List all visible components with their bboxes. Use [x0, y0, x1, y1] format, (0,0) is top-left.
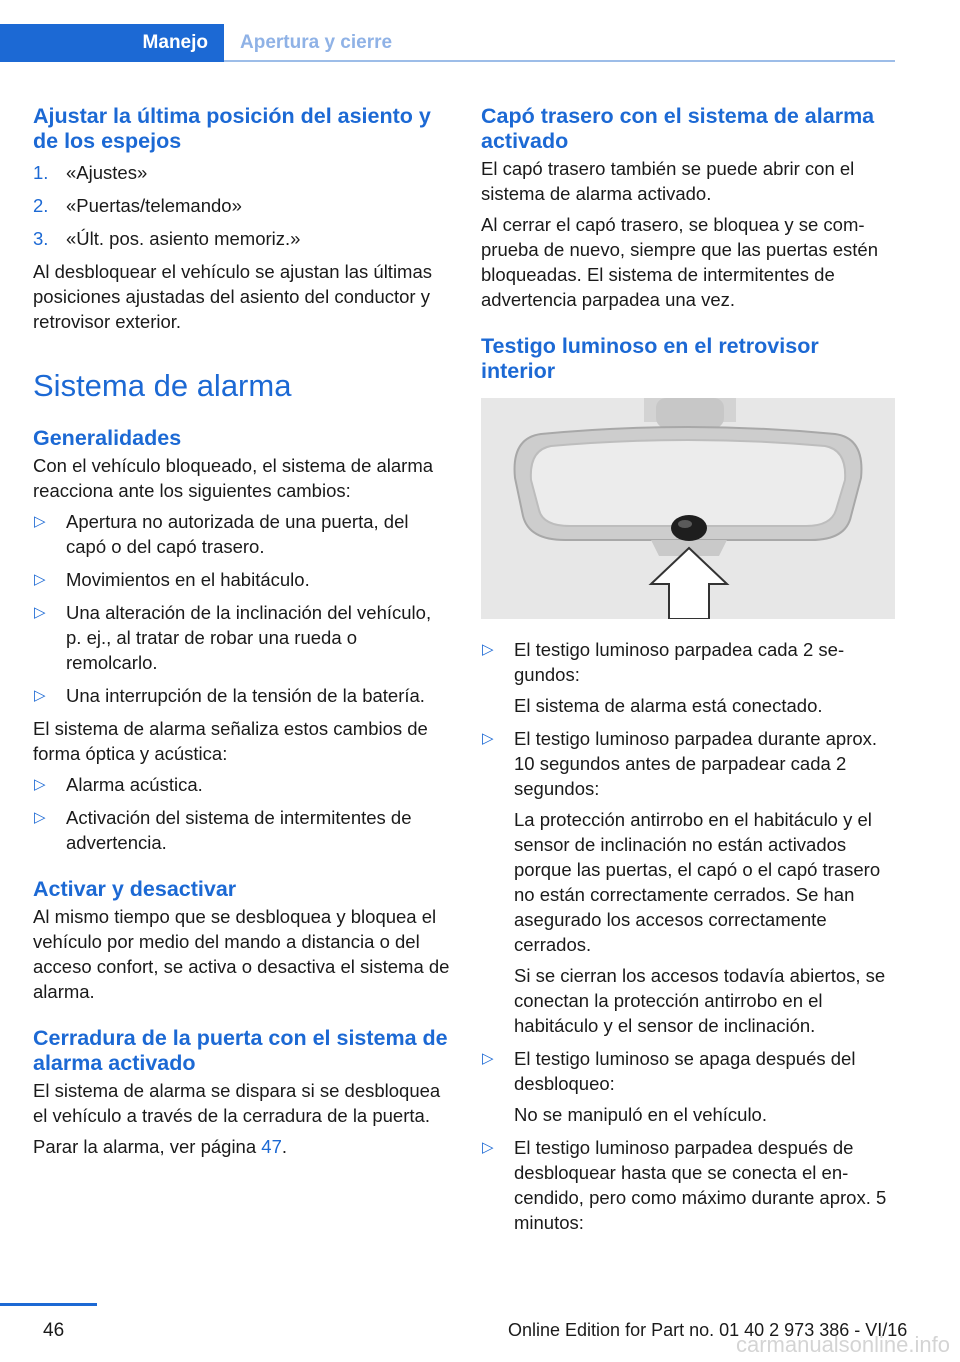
- list-item-detail: No se manipuló en el vehículo.: [514, 1104, 767, 1125]
- list-item: [481, 726, 897, 1038]
- activate-heading: Activar y desactivar: [33, 877, 237, 901]
- step-text: «Últ. pos. asiento memoriz.»: [66, 228, 301, 249]
- page-link[interactable]: 47: [261, 1136, 282, 1157]
- trunk-paragraph-2: Al cerrar el capó trasero, se bloquea y se comprueba de nuevo, siempre que las puertas estén bloqueadas. El sistema de intermitentes de advertencia parpadea una vez.: [481, 214, 878, 310]
- list-item: [33, 772, 451, 797]
- list-item: [33, 805, 451, 855]
- triangle-bullet-icon: ▷: [34, 687, 46, 704]
- triangle-bullet-icon: ▷: [482, 1050, 494, 1067]
- general-paragraph: Con el vehículo bloqueado, el sistema de alarma reacciona ante los siguientes cambios:: [33, 455, 434, 501]
- list-item: [33, 567, 451, 592]
- stop-alarm-text: Parar la alarma, ver página: [33, 1136, 262, 1157]
- list-item: [33, 160, 451, 185]
- indicator-heading: Testigo luminoso en el retrovisor interior: [481, 334, 819, 383]
- list-item: [33, 226, 451, 251]
- triangle-bullet-icon: ▷: [34, 604, 46, 621]
- step-text: «Ajustes»: [66, 162, 148, 183]
- watermark: carmanualsonline.info: [735, 1332, 950, 1357]
- trunk-heading: Capó trasero con el sistema de alarma activado: [481, 104, 875, 153]
- list-item: [33, 600, 451, 675]
- edition-note: Online Edition for Part no. 01 40 2 973 386 - VI/16: [508, 1320, 908, 1340]
- list-item-text: El testigo luminoso parpadea después de desbloquear hasta que se conecta el encendido, pero como máximo durante aprox. 5 minutos:: [514, 1137, 887, 1233]
- adjust-steps: [33, 160, 451, 251]
- signals-paragraph: El sistema de alarma señaliza estos cambios de forma óptica y acústica:: [33, 718, 428, 764]
- triangle-bullet-icon: ▷: [482, 1139, 494, 1156]
- left-column: [33, 104, 451, 1165]
- triangle-bullet-icon: ▷: [34, 776, 46, 793]
- indicator-list: [481, 637, 897, 1235]
- list-item-detail: El sistema de alarma está conectado.: [514, 695, 823, 716]
- list-item-text: Apertura no autorizada de una puerta, del capó o del capó trasero.: [66, 511, 409, 557]
- activate-paragraph: Al mismo tiempo que se desbloquea y bloquea el vehículo por medio del mando a distancia o del acceso confort, se activa o desactiva el sistema de alarma.: [33, 906, 450, 1002]
- step-number: 1.: [33, 162, 49, 183]
- list-item-detail: La protección antirrobo en el habitáculo y el sensor de inclinación no están activados porque las puertas, el capó o el capó trasero no están correctamente cerrados. Se han asegurado los accesos correctamente cerrados.: [514, 809, 881, 955]
- header-rule: [224, 60, 895, 62]
- list-item-text: Una interrupción de la tensión de la batería.: [66, 685, 425, 706]
- list-item-text: Alarma acústica.: [66, 774, 203, 795]
- triangle-bullet-icon: ▷: [34, 809, 46, 826]
- lock-paragraph: El sistema de alarma se dispara si se desbloquea el vehículo a través de la cerradura de la puerta.: [33, 1080, 441, 1126]
- changes-list: [33, 509, 451, 708]
- section-label: Manejo: [142, 32, 208, 53]
- section-tab: [0, 24, 224, 62]
- mirror-illustration: [481, 398, 895, 619]
- step-number: 3.: [33, 228, 49, 249]
- triangle-bullet-icon: ▷: [482, 730, 494, 747]
- triangle-bullet-icon: ▷: [482, 641, 494, 658]
- footer-rule: [0, 1303, 97, 1306]
- list-item: [33, 509, 451, 559]
- list-item: [33, 193, 451, 218]
- general-heading: Generalidades: [33, 426, 182, 450]
- list-item-text: El testigo luminoso se apaga después del desbloqueo:: [514, 1048, 856, 1094]
- step-number: 2.: [33, 195, 49, 216]
- list-item: [481, 1046, 897, 1127]
- list-item: [33, 683, 451, 708]
- adjust-paragraph: Al desbloquear el vehículo se ajustan las últimas posiciones ajustadas del asiento del conductor y retrovisor exterior.: [33, 261, 433, 332]
- list-item-text: El testigo luminoso parpadea durante aprox. 10 segundos antes de parpadear cada 2 segundos:: [514, 728, 878, 799]
- triangle-bullet-icon: ▷: [34, 571, 46, 588]
- alarm-heading: Sistema de alarma: [33, 368, 292, 403]
- page-number: 46: [43, 1320, 65, 1341]
- rearview-mirror-image: [481, 398, 895, 619]
- step-text: «Puertas/telemando»: [66, 195, 242, 216]
- adjust-heading: Ajustar la última posición del asiento y de los espejos: [33, 104, 431, 153]
- trunk-paragraph-1: El capó trasero también se puede abrir con el sistema de alarma activado.: [481, 158, 855, 204]
- list-item-text: Movimientos en el habitáculo.: [66, 569, 310, 590]
- list-item-text: Activación del sistema de intermitentes de advertencia.: [66, 807, 412, 853]
- stop-alarm-paragraph: [33, 1134, 451, 1159]
- list-item-detail: Si se cierran los accesos todavía abiertos, se conectan la protección antirrobo en el habitáculo y el sensor de inclinación.: [514, 965, 886, 1036]
- stop-alarm-suffix: .: [281, 1136, 287, 1157]
- signals-list: [33, 772, 451, 855]
- list-item-text: El testigo luminoso parpadea cada 2 segundos:: [514, 639, 845, 685]
- right-column: [481, 104, 897, 1243]
- list-item-text: Una alteración de la inclinación del vehículo, p. ej., al tratar de robar una rueda o remolcarlo.: [66, 602, 432, 673]
- page-header: [0, 24, 895, 62]
- triangle-bullet-icon: ▷: [34, 513, 46, 530]
- list-item: [481, 1135, 897, 1235]
- lock-heading: Cerradura de la puerta con el sistema de alarma activado: [33, 1026, 448, 1075]
- list-item: [481, 637, 897, 718]
- subsection-label: Apertura y cierre: [240, 32, 393, 53]
